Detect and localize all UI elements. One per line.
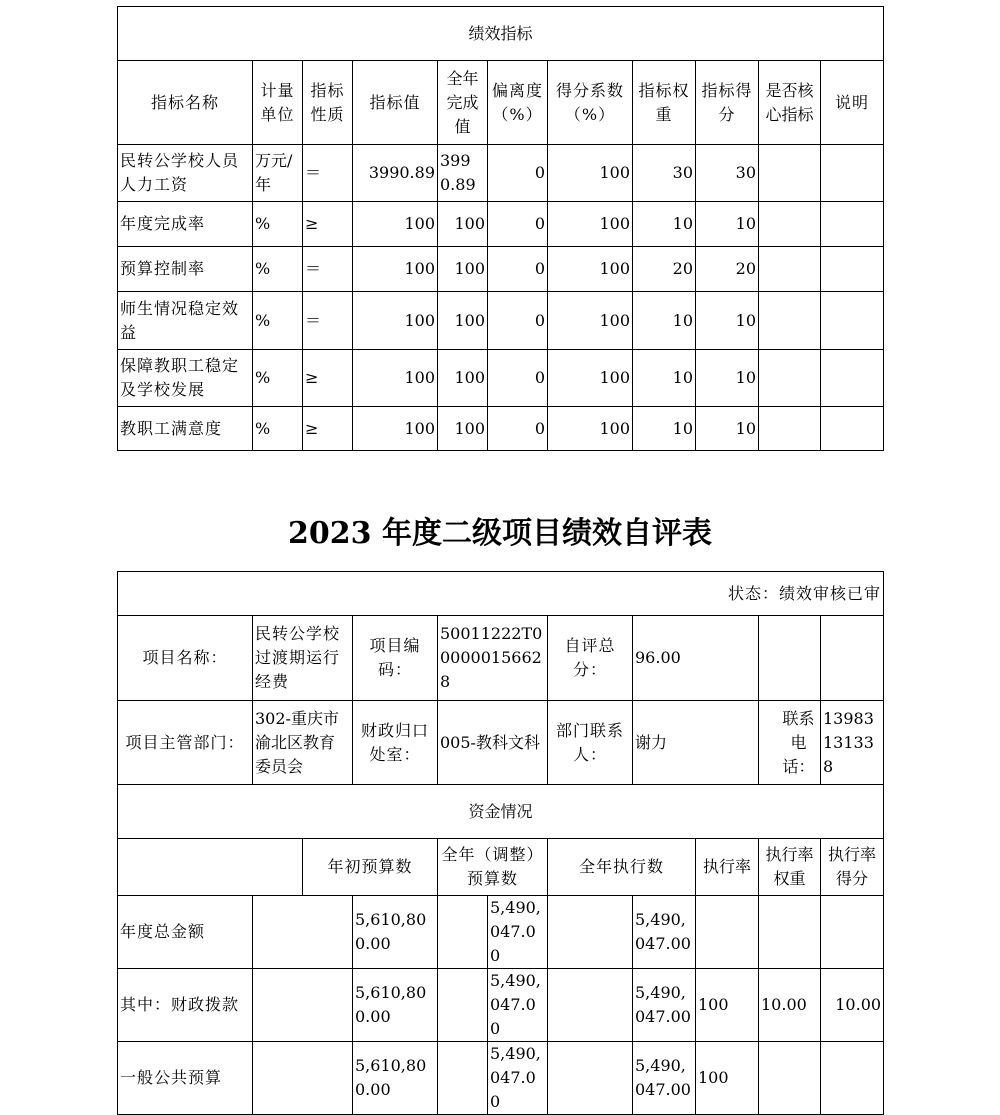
indicator-done: 100	[438, 202, 488, 247]
indicator-done: 100	[438, 350, 488, 407]
indicator-nature: ≥	[303, 350, 353, 407]
form-title: 2023 年度二级项目绩效自评表	[288, 516, 712, 551]
indicator-name: 民转公学校人员人力工资	[118, 145, 253, 202]
indicator-done: 100	[438, 292, 488, 350]
performance-indicators-table	[117, 6, 884, 451]
exec-rate-score-value: 10.00	[821, 969, 884, 1042]
table-row	[118, 896, 884, 969]
indicator-value: 3990.89	[353, 145, 438, 202]
header-exec-rate-weight: 执行率权重	[759, 839, 821, 896]
indicator-core	[759, 350, 821, 407]
header-deviation: 偏离度（%）	[488, 61, 548, 145]
indicator-core	[759, 407, 821, 451]
indicator-score: 30	[696, 145, 759, 202]
table-row	[118, 1042, 884, 1115]
table-row	[118, 969, 884, 1042]
header-core: 是否核心指标	[759, 61, 821, 145]
indicator-value: 100	[353, 350, 438, 407]
initial-budget-value: 5,610,800.00	[353, 896, 438, 969]
dept-value: 302-重庆市渝北区教育委员会	[253, 701, 353, 785]
indicator-note	[821, 350, 884, 407]
indicator-deviation: 0	[488, 202, 548, 247]
header-exec-rate-score: 执行率得分	[821, 839, 884, 896]
indicator-unit: 万元/年	[253, 145, 303, 202]
indicator-weight: 10	[633, 407, 696, 451]
exec-rate-score-value	[821, 1042, 884, 1115]
indicator-note	[821, 407, 884, 451]
indicator-coefficient: 100	[548, 407, 633, 451]
executed-value: 5,490,047.00	[633, 896, 696, 969]
indicator-note	[821, 202, 884, 247]
indicator-score: 10	[696, 407, 759, 451]
header-indicator-name: 指标名称	[118, 61, 253, 145]
indicator-deviation: 0	[488, 292, 548, 350]
header-adjusted-budget: 全年（调整）预算数	[438, 839, 548, 896]
indicator-note	[821, 247, 884, 292]
initial-budget-value: 5,610,800.00	[353, 1042, 438, 1115]
indicator-deviation: 0	[488, 247, 548, 292]
indicator-coefficient: 100	[548, 350, 633, 407]
empty-cell	[438, 1042, 488, 1115]
indicator-done: 100	[438, 247, 488, 292]
empty-cell	[438, 896, 488, 969]
indicator-unit: %	[253, 292, 303, 350]
indicator-score: 10	[696, 292, 759, 350]
project-code-label: 项目编码：	[353, 616, 438, 701]
indicator-note	[821, 292, 884, 350]
project-code-value: 50011222T000000156628	[438, 616, 548, 701]
fin-office-label: 财政归口处室：	[353, 701, 438, 785]
indicator-weight: 30	[633, 145, 696, 202]
project-info-row	[118, 616, 884, 701]
header-value: 指标值	[353, 61, 438, 145]
empty-cell	[253, 969, 353, 1042]
indicator-score: 10	[696, 202, 759, 247]
indicator-unit: %	[253, 407, 303, 451]
empty-cell	[821, 616, 884, 701]
indicator-coefficient: 100	[548, 247, 633, 292]
indicator-core	[759, 247, 821, 292]
indicator-coefficient: 100	[548, 145, 633, 202]
header-done: 全年完成值	[438, 61, 488, 145]
adjusted-budget-value: 5,490,047.00	[488, 1042, 548, 1115]
indicator-coefficient: 100	[548, 292, 633, 350]
header-nature: 指标性质	[303, 61, 353, 145]
empty-cell	[438, 969, 488, 1042]
project-name-value: 民转公学校过渡期运行经费	[253, 616, 353, 701]
indicator-core	[759, 292, 821, 350]
fin-office-value: 005-教科文科	[438, 701, 548, 785]
indicator-name: 保障教职工稳定及学校发展	[118, 350, 253, 407]
table-row	[118, 407, 884, 451]
phone-value: 13983131338	[821, 701, 884, 785]
exec-rate-weight-value	[759, 1042, 821, 1115]
indicator-unit: %	[253, 350, 303, 407]
dept-info-row	[118, 701, 884, 785]
funds-section-title: 资金情况	[118, 785, 884, 839]
empty-cell	[548, 896, 633, 969]
executed-value: 5,490,047.00	[633, 1042, 696, 1115]
table-row	[118, 145, 884, 202]
indicator-value: 100	[353, 407, 438, 451]
indicator-deviation: 0	[488, 145, 548, 202]
indicator-deviation: 0	[488, 407, 548, 451]
self-score-label: 自评总分：	[548, 616, 633, 701]
funds-row-label: 一般公共预算	[118, 1042, 253, 1115]
indicator-coefficient: 100	[548, 202, 633, 247]
empty-cell	[253, 896, 353, 969]
adjusted-budget-value: 5,490,047.00	[488, 896, 548, 969]
indicator-nature: ≥	[303, 202, 353, 247]
project-name-label: 项目名称：	[118, 616, 253, 701]
indicator-name: 师生情况稳定效益	[118, 292, 253, 350]
dept-label: 项目主管部门：	[118, 701, 253, 785]
funds-row-label: 其中：财政拨款	[118, 969, 253, 1042]
header-exec-rate: 执行率	[696, 839, 759, 896]
indicator-core	[759, 145, 821, 202]
table-row	[118, 292, 884, 350]
indicator-done: 3990.89	[438, 145, 488, 202]
contact-label: 部门联系人：	[548, 701, 633, 785]
self-evaluation-table	[117, 571, 884, 1115]
empty-cell	[118, 839, 303, 896]
exec-rate-value	[696, 896, 759, 969]
funds-row-label: 年度总金额	[118, 896, 253, 969]
phone-label: 联系电话：	[759, 701, 821, 785]
indicator-score: 20	[696, 247, 759, 292]
indicator-core	[759, 202, 821, 247]
empty-cell	[759, 616, 821, 701]
indicator-unit: %	[253, 202, 303, 247]
indicator-weight: 10	[633, 202, 696, 247]
indicator-weight: 10	[633, 350, 696, 407]
perf-header-row	[118, 61, 884, 145]
indicator-nature: ＝	[303, 247, 353, 292]
exec-rate-score-value	[821, 896, 884, 969]
status-text: 状态：绩效审核已审	[118, 572, 884, 616]
header-weight: 指标权重	[633, 61, 696, 145]
initial-budget-value: 5,610,800.00	[353, 969, 438, 1042]
executed-value: 5,490,047.00	[633, 969, 696, 1042]
indicator-value: 100	[353, 292, 438, 350]
indicator-nature: ＝	[303, 292, 353, 350]
indicator-value: 100	[353, 202, 438, 247]
header-executed: 全年执行数	[548, 839, 696, 896]
header-coefficient: 得分系数（%）	[548, 61, 633, 145]
indicator-score: 10	[696, 350, 759, 407]
indicator-deviation: 0	[488, 350, 548, 407]
table-row	[118, 247, 884, 292]
indicator-note	[821, 145, 884, 202]
indicator-name: 教职工满意度	[118, 407, 253, 451]
funds-header-row	[118, 839, 884, 896]
empty-cell	[548, 969, 633, 1042]
empty-cell	[548, 1042, 633, 1115]
perf-section-title: 绩效指标	[118, 7, 884, 61]
indicator-nature: ＝	[303, 145, 353, 202]
header-unit: 计量单位	[253, 61, 303, 145]
exec-rate-value: 100	[696, 1042, 759, 1115]
table-row	[118, 350, 884, 407]
adjusted-budget-value: 5,490,047.00	[488, 969, 548, 1042]
empty-cell	[253, 1042, 353, 1115]
indicator-nature: ≥	[303, 407, 353, 451]
exec-rate-weight-value: 10.00	[759, 969, 821, 1042]
indicator-weight: 20	[633, 247, 696, 292]
indicator-done: 100	[438, 407, 488, 451]
exec-rate-weight-value	[759, 896, 821, 969]
indicator-unit: %	[253, 247, 303, 292]
exec-rate-value: 100	[696, 969, 759, 1042]
indicator-value: 100	[353, 247, 438, 292]
indicator-name: 预算控制率	[118, 247, 253, 292]
header-score: 指标得分	[696, 61, 759, 145]
table-row	[118, 202, 884, 247]
indicator-name: 年度完成率	[118, 202, 253, 247]
indicator-weight: 10	[633, 292, 696, 350]
header-note: 说明	[821, 61, 884, 145]
contact-value: 谢力	[633, 701, 759, 785]
self-score-value: 96.00	[633, 616, 759, 701]
header-initial-budget: 年初预算数	[303, 839, 438, 896]
